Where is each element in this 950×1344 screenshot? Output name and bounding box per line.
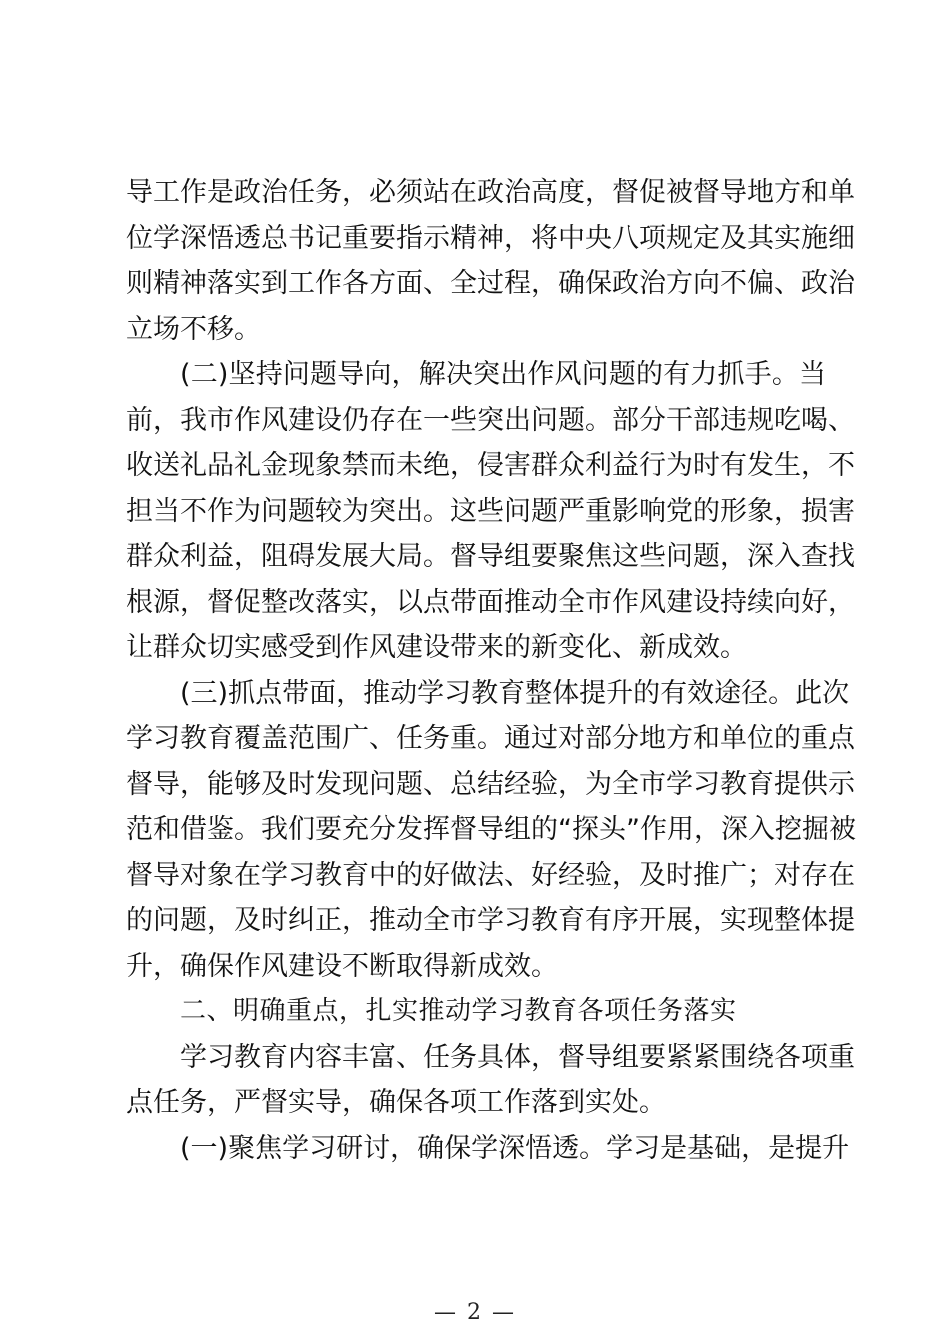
text-line: 前，我市作风建设仍存在一些突出问题。部分干部违规吃喝、	[126, 404, 855, 436]
text-line: 点任务，严督实导，确保各项工作落到实处。	[126, 1087, 666, 1118]
section-heading: 二、明确重点，扎实推动学习教育各项任务落实	[180, 996, 737, 1026]
text-line: 学习教育内容丰富、任务具体，督导组要紧紧围绕各项重	[180, 1041, 855, 1073]
text-line: 升，确保作风建设不断取得新成效。	[126, 950, 558, 982]
text-line: 收送礼品礼金现象禁而未绝，侵害群众利益行为时有发生，不	[126, 450, 855, 481]
text-line: (一)聚焦学习研讨，确保学深悟透。学习是基础，是提升	[180, 1132, 850, 1164]
text-line: 担当不作为问题较为突出。这些问题严重影响党的形象，损害	[126, 495, 855, 527]
text-line: (二)坚持问题导向，解决突出作风问题的有力抓手。当	[180, 359, 826, 390]
body-text	[126, 170, 856, 1171]
text-line: 群众利益，阻碍发展大局。督导组要聚焦这些问题，深入查找	[126, 541, 855, 572]
text-line: 则精神落实到工作各方面、全过程，确保政治方向不偏、政治	[126, 268, 855, 299]
text-line: 范和借鉴。我们要充分发挥督导组的“探头”作用，深入挖掘被	[126, 814, 856, 845]
text-line: 督导，能够及时发现问题、总结经验，为全市学习教育提供示	[126, 768, 855, 800]
text-line: 的问题，及时纠正，推动全市学习教育有序开展，实现整体提	[126, 905, 855, 936]
text-line: 立场不移。	[126, 313, 261, 345]
text-line: 让群众切实感受到作风建设带来的新变化、新成效。	[126, 632, 747, 663]
text-line: 督导对象在学习教育中的好做法、好经验，及时推广；对存在	[126, 859, 855, 891]
text-line: 导工作是政治任务，必须站在政治高度，督促被督导地方和单	[126, 177, 855, 208]
text-line: 根源，督促整改落实，以点带面推动全市作风建设持续向好，	[126, 586, 855, 618]
text-line: (三)抓点带面，推动学习教育整体提升的有效途径。此次	[180, 677, 850, 709]
text-line: 学习教育覆盖范围广、任务重。通过对部分地方和单位的重点	[126, 723, 855, 754]
text-line: 位学深悟透总书记重要指示精神，将中央八项规定及其实施细	[126, 222, 855, 254]
page-number: — 2 —	[434, 1300, 516, 1325]
